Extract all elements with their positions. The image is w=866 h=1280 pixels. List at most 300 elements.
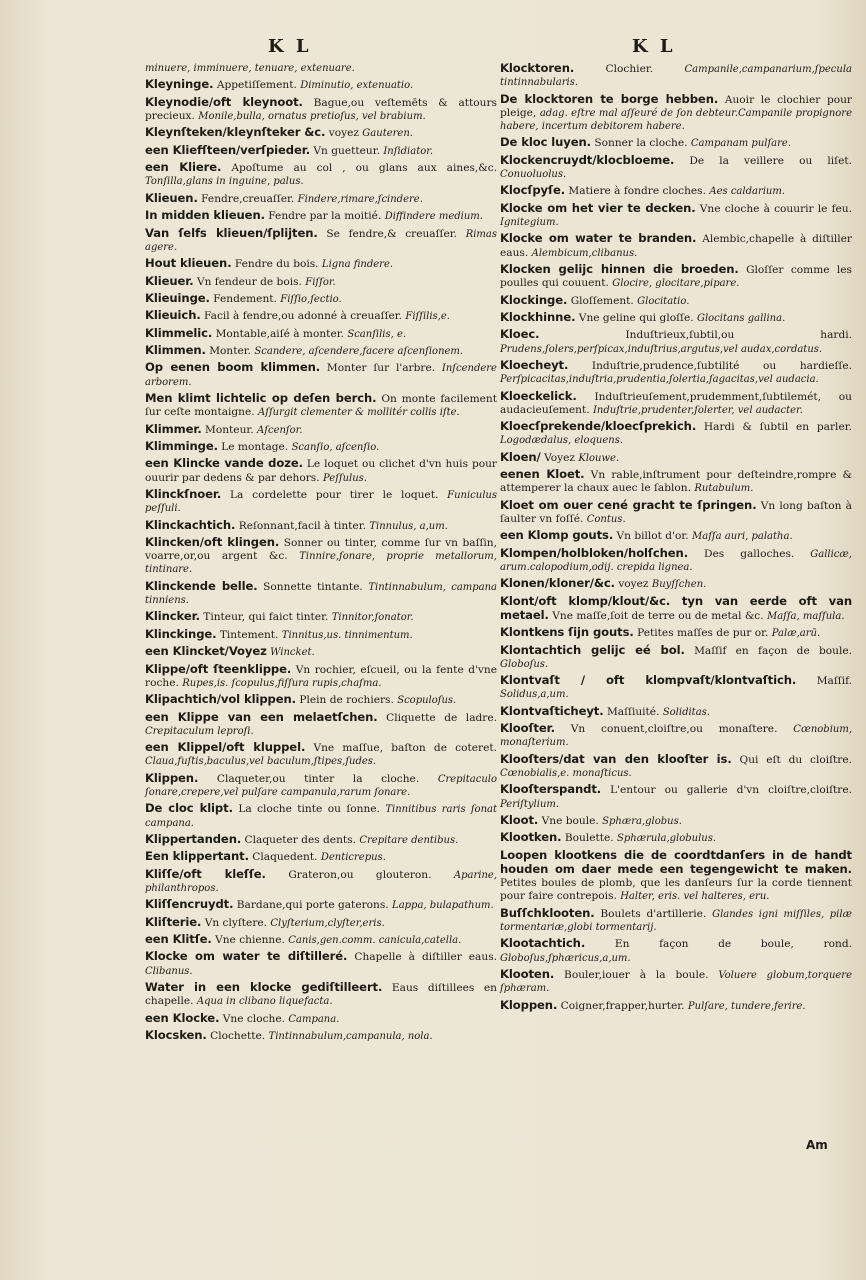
dictionary-entry	[500, 644, 852, 671]
latin-gloss: Maſſa, maſſula.	[766, 610, 845, 622]
french-gloss: Petites boules de plomb, que les danſeurs ſur la corde tiennent pour faire contrepois.	[500, 877, 852, 903]
latin-gloss: Sphæra,globus.	[602, 816, 682, 827]
headword: Klocsken.	[145, 1028, 207, 1043]
french-gloss: Hardi & ſubtil en parler.	[703, 421, 852, 434]
dictionary-entry	[500, 93, 852, 134]
catchword: Am	[806, 1138, 828, 1152]
latin-gloss: Findere,rimare,ſcindere.	[297, 193, 423, 205]
latin-gloss: Tintinnabulum,campanula, nola.	[268, 1031, 433, 1043]
french-gloss: Monter.	[209, 345, 252, 358]
dictionary-entry	[145, 488, 497, 515]
latin-gloss: Scandere, aſcendere,facere aſcenſionem.	[254, 346, 464, 358]
french-gloss: Montable,aiſé à monter.	[215, 327, 344, 340]
headword: Klompen/holbloken/holſchen.	[500, 545, 689, 560]
french-gloss: Vn guetteur.	[313, 144, 380, 157]
latin-gloss: Fiſſio,ſectio.	[280, 293, 342, 305]
latin-gloss: Scanſio, aſcenſio.	[291, 442, 380, 454]
latin-gloss: Glocitans gallina.	[696, 312, 786, 324]
dictionary-entry	[500, 753, 852, 780]
dictionary-entry	[500, 814, 852, 828]
headword: Klinckſnoer.	[145, 487, 222, 502]
headword: Buſſchklooten.	[500, 905, 595, 920]
headword: Klincker.	[145, 609, 200, 624]
french-gloss: Vne maſſe,ſoit de terre ou de metal &c.	[552, 609, 764, 622]
latin-gloss: Rupes,is. ſcopulus,fiſſura rupis,chaſma.	[182, 677, 382, 689]
dictionary-entry	[500, 577, 852, 591]
dictionary-entry	[145, 536, 497, 577]
headword: De kloc luyen.	[500, 135, 591, 150]
dictionary-entry	[145, 741, 497, 768]
headword: Water in een klocke gediſtilleert.	[145, 980, 383, 995]
french-gloss: Vne boule.	[541, 815, 599, 827]
dictionary-entry	[145, 850, 497, 864]
headword: Klont/oft klomp/klout/&c. tyn van eerde oft van metael.	[500, 593, 852, 622]
latin-gloss: Solidus,a,um.	[500, 689, 569, 701]
latin-gloss: Glandes igni miſſiles, pilæ tormentariæ,globi tormentarij.	[500, 908, 852, 933]
headword: Kleynſteken/kleynſteker &c.	[145, 125, 326, 140]
latin-gloss: Funiculus peſſuli.	[145, 490, 497, 515]
dictionary-entry	[500, 705, 852, 719]
headword: Klieuich.	[145, 308, 201, 323]
french-gloss: Chapelle à diſtiller eaus.	[354, 951, 497, 964]
latin-gloss: Fiſſilis,e.	[405, 311, 450, 323]
dictionary-entry	[145, 344, 497, 358]
headword: Kloecheyt.	[500, 357, 569, 372]
dictionary-entry	[145, 309, 497, 323]
headword: Kleynodie/oft kleynoot.	[145, 94, 303, 109]
headword: Klootken.	[500, 830, 562, 845]
dictionary-entry	[500, 328, 852, 355]
french-gloss: Induſtrieux,ſubtil,ou hardi.	[625, 329, 852, 342]
dictionary-entry	[500, 968, 852, 995]
latin-gloss: Logodædalus, eloquens.	[500, 435, 624, 447]
french-gloss: Induſtrie,prudence,ſubtilité ou hardieſſe.	[591, 359, 852, 372]
headword: Klockhinne.	[500, 309, 576, 324]
latin-gloss: Peſſulus.	[323, 472, 367, 484]
french-gloss: En façon de boule, rond.	[614, 938, 852, 951]
dictionary-entry	[500, 62, 852, 89]
dictionary-entry	[500, 154, 852, 181]
french-gloss: Vn rochier, eſcueil, ou la fente d'vne roche.	[145, 663, 498, 689]
french-gloss: Voyez	[544, 451, 575, 464]
dictionary-entry	[145, 693, 497, 707]
latin-gloss: Voluere globum,torquere ſphæram.	[500, 969, 853, 995]
french-gloss: Qui eſt du cloiſtre.	[739, 753, 852, 766]
dictionary-entry	[500, 783, 852, 810]
headword: Klootachtich.	[500, 936, 586, 951]
dictionary-entry	[145, 440, 497, 454]
latin-gloss: Tintinnabulum, campana tinniens.	[145, 581, 498, 607]
french-gloss: Vn clyſtere.	[204, 916, 268, 929]
dictionary-entry	[500, 499, 852, 526]
headword: Kleyninge.	[145, 77, 214, 92]
latin-gloss: Soliditas.	[662, 706, 710, 718]
dictionary-entry	[500, 468, 852, 495]
french-gloss: Facil à fendre,ou adonné à creuaſſer.	[204, 310, 403, 323]
latin-gloss: Diffindere medium.	[384, 211, 483, 223]
french-gloss: Bouler,iouer à la boule.	[564, 968, 709, 981]
dictionary-entry	[145, 209, 497, 223]
latin-gloss: Claua,fuſtis,baculus,vel baculum,ſtipes,ſudes.	[145, 756, 377, 768]
headword: een Klippe van een melaetſchen.	[145, 709, 378, 724]
headword: Klockencruydt/klocbloeme.	[500, 152, 675, 167]
dictionary-entry	[145, 802, 497, 829]
dictionary-entry	[145, 580, 497, 607]
french-gloss: On monte facilement ſur ceſte montaigne.	[145, 393, 498, 419]
headword: Klonen/kloner/&c.	[500, 576, 615, 591]
french-gloss: Appetiſſement.	[216, 79, 297, 92]
french-gloss: Vne cloche.	[222, 1012, 285, 1025]
headword: Kloppen.	[500, 997, 558, 1012]
french-gloss: Des galloches.	[704, 547, 795, 560]
dictionary-entry	[500, 451, 852, 465]
french-gloss: Alembic,chapelle à diſtiller eaus.	[500, 233, 852, 259]
dictionary-entry	[145, 192, 497, 206]
french-gloss: Fendement.	[213, 292, 277, 305]
headword: Hout klieuen.	[145, 256, 232, 271]
french-gloss: Plein de rochiers.	[299, 694, 394, 707]
headword: Klontkens ſijn gouts.	[500, 625, 634, 640]
dictionary-entry	[145, 327, 497, 341]
french-gloss: Gloſſer comme les poulles qui couuent.	[500, 263, 852, 290]
dictionary-entry	[500, 529, 852, 543]
latin-gloss: Conuoluolus.	[500, 168, 567, 180]
latin-gloss: Crepitaculum leproſi.	[145, 725, 254, 737]
headword: Kloen/	[500, 449, 541, 464]
french-gloss: Claqueter,ou tinter la cloche.	[216, 772, 420, 785]
dictionary-entry	[145, 628, 497, 642]
latin-gloss: Globoſus,ſphæricus,a,um.	[500, 952, 631, 964]
headword: Klooten.	[500, 966, 555, 981]
latin-gloss: Clyſterium,clyſter,eris.	[270, 917, 385, 929]
latin-gloss: Fiſſor.	[305, 276, 336, 288]
latin-gloss: Tinnulus, a,um.	[369, 520, 448, 532]
headword: Klippe/oft ſteenklippe.	[145, 661, 292, 676]
dictionary-entry	[500, 849, 852, 904]
french-gloss: Sonnette tintante.	[263, 580, 363, 593]
headword: De cloc klipt.	[145, 801, 233, 816]
dictionary-entry	[145, 292, 497, 306]
latin-gloss: Prudens,ſolers,perſpicax,induſtrius,argutus,vel audax,cordatus.	[500, 343, 823, 355]
latin-gloss: Crepitaculo ſonare,crepere,vel pulſare campanula,rarum ſonare.	[145, 773, 498, 798]
dictionary-entry	[145, 663, 497, 690]
french-gloss: Sonner la cloche.	[594, 137, 688, 150]
latin-gloss: Rimas agere.	[145, 228, 497, 253]
latin-gloss: Periſtylium.	[500, 798, 560, 810]
headword: Klieuinge.	[145, 290, 210, 305]
french-gloss: Maſſif en façon de boule.	[694, 644, 853, 657]
latin-gloss: Glocire, glocitare,pipare.	[612, 278, 740, 290]
dictionary-entry	[145, 610, 497, 624]
french-gloss: Le montage.	[221, 441, 289, 454]
latin-gloss: Gallicæ, arum.calopodium,odij. crepida lignea.	[500, 548, 852, 573]
dictionary-entry	[145, 457, 497, 484]
dictionary-entry	[145, 645, 497, 659]
latin-gloss: Tonſilla,glans in inguine, palus.	[145, 176, 304, 188]
headword: Klimmelic.	[145, 325, 213, 340]
dictionary-entry	[500, 359, 852, 386]
latin-gloss: Contus.	[586, 513, 626, 525]
french-gloss: Apoſtume au col , ou glans aux aines,&c.	[231, 162, 497, 175]
headword: een Kliefſteen/verſpieder.	[145, 142, 311, 157]
headword: Een klippertant.	[145, 849, 249, 864]
latin-gloss: Rutabulum.	[694, 483, 754, 495]
latin-gloss: Canis,gen.comm. canicula,catella.	[288, 935, 462, 947]
headword: een Kliere.	[145, 160, 222, 175]
french-gloss: Vne chienne.	[215, 934, 285, 947]
french-gloss: Vn billot d'or.	[616, 530, 689, 543]
latin-gloss: Klouwe.	[578, 452, 620, 464]
french-gloss: Fendre du bois.	[234, 258, 319, 271]
latin-gloss: Wincket.	[270, 647, 315, 659]
dictionary-entry	[145, 772, 497, 799]
headword: Kliſſencruydt.	[145, 897, 234, 912]
latin-gloss: minuere, imminuere, tenuare, extenuare.	[145, 63, 355, 74]
headword: Van ſelfs klieuen/ſplijten.	[145, 225, 318, 240]
french-gloss: Vn long baſton à ſaulter vn foſſé.	[500, 499, 852, 525]
latin-gloss: Tinnitus,us. tinnimentum.	[281, 629, 413, 641]
latin-gloss: Maſſa auri, palatha.	[692, 531, 793, 543]
french-gloss: Claquedent.	[252, 851, 318, 864]
dictionary-entry	[145, 423, 497, 437]
headword: Op eenen boom klimmen.	[145, 360, 321, 375]
latin-gloss: Palæ,arū.	[771, 628, 821, 640]
french-gloss: De la veillere ou liſet.	[689, 154, 852, 167]
headword: Klooſterspandt.	[500, 782, 602, 797]
latin-gloss: Pulſare, tundere,ferire.	[687, 1000, 806, 1012]
french-gloss: Vn conuent,cloiſtre,ou monaſtere.	[570, 723, 778, 736]
dictionary-entry	[500, 232, 852, 259]
headword: Klocktoren.	[500, 61, 575, 75]
latin-gloss: Glocitatio.	[637, 295, 690, 307]
headword: een Klitſe.	[145, 932, 212, 947]
french-gloss: Fendre,creuaſſer.	[201, 192, 295, 205]
dictionary-entry	[145, 1029, 497, 1043]
dictionary-entry	[500, 674, 852, 701]
latin-gloss: Crepitare dentibus.	[359, 834, 459, 846]
dictionary-entry	[500, 547, 852, 574]
french-gloss: Bague,ou veſtemēts & attours precieux.	[145, 96, 497, 122]
latin-gloss: Tinnitibus raris ſonat campana.	[145, 804, 497, 829]
latin-gloss: Scopuloſus.	[397, 695, 457, 707]
latin-gloss: Inſcendere arborem.	[145, 363, 497, 388]
dictionary-entry	[145, 392, 497, 419]
headword: Klocke om het vier te decken.	[500, 200, 696, 215]
dictionary-entry	[145, 933, 497, 947]
latin-gloss: Aparine, philanthropos.	[145, 869, 498, 894]
french-gloss: Vn rable,inſtrument pour deſteindre,rompre & attemperer la chaux auec le ſablon.	[500, 469, 852, 495]
french-gloss: Auoir le clochier pour pleige,	[500, 93, 852, 119]
dictionary-entry	[145, 257, 497, 271]
headword: Klocken gelijc hinnen die broeden.	[500, 261, 739, 276]
headword: Klieuer.	[145, 273, 194, 288]
dictionary-entry	[500, 294, 852, 308]
headword: een Klincke vande doze.	[145, 456, 303, 471]
left-column	[145, 62, 497, 1046]
french-gloss: Claqueter des dents.	[244, 833, 356, 846]
french-gloss: Clochier.	[605, 63, 654, 75]
french-gloss: voyez	[618, 578, 649, 591]
headword: Kliſterie.	[145, 914, 202, 929]
headword: Klooſter.	[500, 721, 555, 736]
headword: Klocke om water te branden.	[500, 231, 697, 246]
dictionary-entry	[500, 136, 852, 150]
french-gloss: Eaus diſtillees en chapelle.	[145, 982, 498, 1008]
dictionary-entry	[500, 999, 852, 1013]
latin-gloss: Aſcenſor.	[257, 424, 303, 436]
headword: Klooſters/dat van den klooſter is.	[500, 751, 732, 766]
dictionary-entry	[145, 950, 497, 977]
french-gloss: Vne geline qui gloſſe.	[578, 311, 694, 324]
latin-gloss: Gauteren.	[362, 128, 413, 140]
headword: Klontvaſticheyt.	[500, 703, 604, 718]
french-gloss: Petites maſſes de pur or.	[637, 627, 769, 640]
latin-gloss: Clibanus.	[145, 965, 193, 977]
latin-gloss: Cœnobium, monaſterium.	[500, 724, 852, 749]
french-gloss: Bardane,qui porte gaterons.	[236, 899, 389, 912]
french-gloss: Sonner ou tinter, comme ſur vn baſſin, voarre,or,ou argent &c.	[145, 537, 497, 563]
dictionary-entry	[500, 907, 852, 934]
french-gloss: Se fendre,& creuaſſer.	[326, 227, 457, 240]
dictionary-entry	[145, 833, 497, 847]
french-gloss: Maſſiuité.	[606, 705, 660, 718]
headword: De klocktoren te borge hebben.	[500, 91, 719, 106]
french-gloss: Monteur.	[205, 423, 254, 436]
headword: Klipachtich/vol klippen.	[145, 692, 296, 707]
headword: Kliſſe/oft kleſſe.	[145, 866, 266, 881]
latin-gloss: Perſpicacitas,induſtria,prudentia,ſolertia,ſagacitas,vel audacia.	[500, 374, 819, 386]
french-gloss: Clochette.	[210, 1030, 266, 1043]
headword: Klimminge.	[145, 439, 218, 454]
headword: Men klimt lichtelic op deſen berch.	[145, 391, 377, 406]
headword: Kloec.	[500, 327, 540, 342]
headword: Klinckende belle.	[145, 578, 258, 593]
dictionary-entry	[145, 711, 497, 738]
dictionary-entry	[500, 184, 852, 198]
latin-gloss: Aqua in clibano liquefacta.	[196, 996, 333, 1008]
latin-gloss: Lappa, bulapathum.	[392, 900, 494, 912]
dictionary-entry	[145, 898, 497, 912]
running-head-right: K L	[632, 36, 676, 57]
latin-gloss: Ignitegium.	[500, 216, 559, 228]
french-gloss: Maſſif.	[816, 675, 852, 688]
latin-gloss: Sphærula,globulus.	[617, 833, 717, 845]
latin-gloss: Tinnire,ſonare, proprie metallorum, tintinare.	[145, 551, 497, 576]
headword: Klocſpyſe.	[500, 183, 566, 198]
dictionary-entry	[145, 1012, 497, 1026]
dictionary-entry	[145, 361, 497, 388]
latin-gloss: Halter, eris. vel halteres, eru.	[620, 891, 770, 903]
french-gloss: Coigner,frapper,hurter.	[560, 999, 685, 1012]
dictionary-entry	[145, 275, 497, 289]
dictionary-entry	[500, 420, 852, 447]
headword: een Klomp gouts.	[500, 528, 614, 543]
dictionary-entry	[500, 722, 852, 749]
headword: een Klincket/Voyez	[145, 644, 267, 659]
french-gloss: Induſtrieuſement,prudemment,ſubtilemét, ou audacieuſement.	[500, 390, 852, 416]
dictionary-entry	[500, 390, 852, 417]
dictionary-entry	[145, 62, 497, 75]
dictionary-entry	[145, 227, 497, 254]
french-gloss: Tinteur, qui faict tinter.	[203, 611, 329, 624]
headword: Klockinge.	[500, 292, 568, 307]
latin-gloss: Buyſſchen.	[651, 579, 707, 591]
headword: Klontachtich gelijc eé bol.	[500, 642, 685, 657]
dictionary-entry	[145, 161, 497, 188]
latin-gloss: Alembicum,clibanus.	[531, 247, 638, 259]
french-gloss: Boulette.	[564, 832, 614, 845]
headword: Klincken/oft klingen.	[145, 535, 280, 550]
dictionary-entry	[500, 595, 852, 623]
dictionary-entry	[145, 519, 497, 533]
dictionary-entry	[145, 78, 497, 92]
dictionary-entry	[500, 263, 852, 290]
dictionary-entry	[500, 626, 852, 640]
headword: In midden klieuen.	[145, 208, 265, 223]
dictionary-entry	[145, 144, 497, 158]
dictionary-entry	[500, 311, 852, 325]
french-gloss: La cloche tinte ou ſonne.	[238, 803, 380, 816]
french-gloss: Vne maſſue, baſton de coteret.	[313, 742, 497, 755]
headword: Kloecſprekende/kloecſprekich.	[500, 419, 697, 434]
french-gloss: La cordelette pour tirer le loquet.	[230, 489, 439, 502]
headword: Klieuen.	[145, 190, 198, 205]
dictionary-entry	[145, 916, 497, 930]
headword: eenen Kloet.	[500, 467, 585, 482]
dictionary-entry	[145, 96, 497, 123]
latin-gloss: Aes caldarium.	[709, 186, 786, 198]
headword: Kloet om ouer cené gracht te ſpringen.	[500, 497, 757, 512]
french-gloss: Vne cloche à couurir le feu.	[699, 202, 852, 215]
french-gloss: Le loquet ou clichet d'vn huis pour ouurir par dedens & par dehors.	[145, 458, 497, 484]
headword: Kloeckelick.	[500, 388, 577, 403]
latin-gloss: adag. eſtre mal aſſeuré de ſon debteur.Campanile propignore habere, incertum debitorem habere.	[500, 107, 852, 132]
french-gloss: Matiere à fondre cloches.	[568, 185, 706, 198]
latin-gloss: Ligna findere.	[321, 259, 394, 271]
latin-gloss: Campanile,campanarium,ſpecula tintinnabularis.	[500, 64, 853, 89]
latin-gloss: Monile,bulla, ornatus pretioſus, vel brabium.	[198, 110, 426, 122]
headword: een Klocke.	[145, 1010, 220, 1025]
french-gloss: Reſonnant,facil à tinter.	[238, 519, 366, 532]
latin-gloss: Cœnobialis,e. monaſticus.	[500, 768, 632, 780]
headword: Klocke om water te diſtilleré.	[145, 949, 348, 964]
headword: Klinckinge.	[145, 626, 217, 641]
french-gloss: Grateron,ou glouteron.	[288, 868, 432, 881]
dictionary-entry	[500, 202, 852, 229]
headword: Kloot.	[500, 813, 539, 827]
headword: Klontvaſt / oft klompvaſt/klontvaſtich.	[500, 673, 797, 688]
latin-gloss: Campana.	[288, 1013, 340, 1025]
headword: Klimmen.	[145, 343, 206, 358]
dictionary-entry	[145, 868, 497, 895]
french-gloss: Gloſſement.	[570, 294, 634, 307]
french-gloss: Monter ſur l'arbre.	[326, 362, 436, 375]
french-gloss: L'entour ou gallerie d'vn cloiſtre,cloiſtre.	[610, 784, 853, 797]
french-gloss: Cliquette de ladre.	[386, 711, 497, 724]
latin-gloss: Globoſus.	[500, 658, 549, 670]
right-column	[500, 62, 852, 1016]
latin-gloss: Tinnitor,ſonator.	[331, 612, 414, 624]
latin-gloss: Campanam pulſare.	[690, 138, 792, 150]
latin-gloss: Induſtrie,prudenter,ſolerter, vel audacter.	[592, 404, 803, 416]
french-gloss: Vn fendeur de bois.	[196, 275, 302, 288]
headword: Loopen klootkens die de coordtdanſers in de handt houden om daer mede een tegengewicht te maken.	[500, 847, 852, 876]
latin-gloss: Aſſurgit clementer & mollitér collis iſte.	[258, 407, 460, 419]
headword: Klippertanden.	[145, 831, 242, 846]
dictionary-entry	[145, 126, 497, 140]
headword: Klinckachtich.	[145, 517, 236, 532]
dictionary-entry	[500, 831, 852, 845]
